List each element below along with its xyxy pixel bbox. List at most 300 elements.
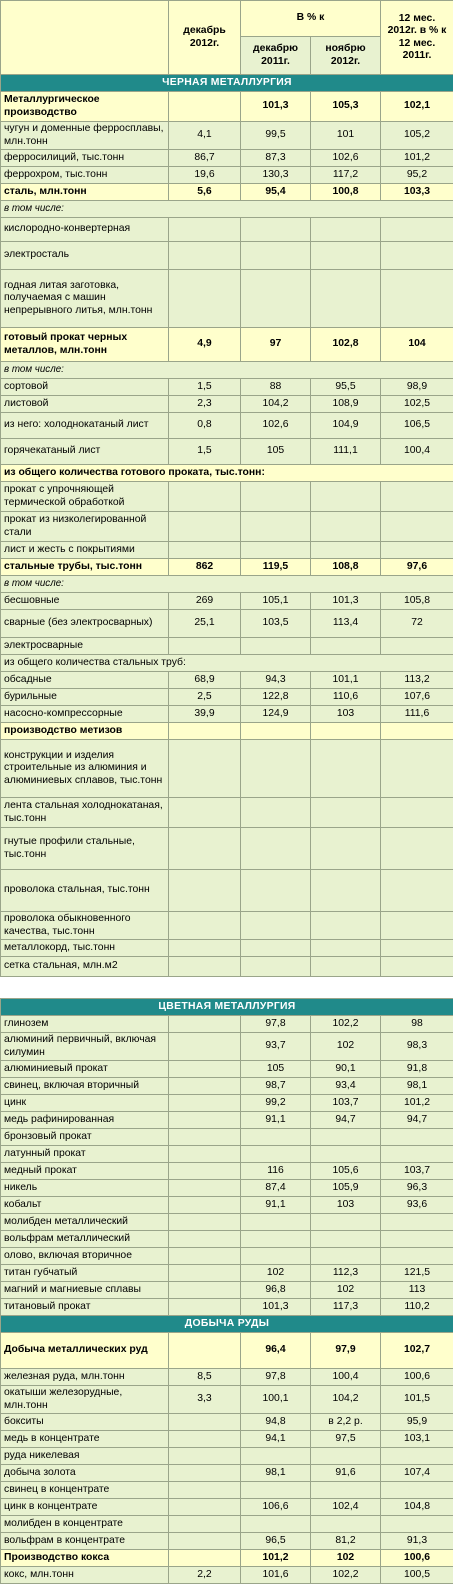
table-row bbox=[1, 1197, 453, 1214]
value-cell bbox=[311, 1516, 381, 1533]
value-cell: 102,1 bbox=[381, 92, 453, 122]
value-cell bbox=[381, 828, 453, 870]
value-cell: 113 bbox=[381, 1282, 453, 1299]
table-row bbox=[1, 1163, 453, 1180]
header-dec2012: декабрь 2012г. bbox=[169, 1, 241, 75]
value-cell: 106,6 bbox=[241, 1499, 311, 1516]
value-cell: 130,3 bbox=[241, 167, 311, 184]
value-cell: 110,2 bbox=[381, 1299, 453, 1316]
value-cell: 111,1 bbox=[311, 439, 381, 465]
row-label: сварные (без электросварных) bbox=[1, 610, 169, 638]
value-cell: 103 bbox=[311, 706, 381, 723]
value-cell bbox=[241, 270, 311, 328]
row-label: медный прокат bbox=[1, 1163, 169, 1180]
table-row bbox=[1, 1061, 453, 1078]
table-row bbox=[1, 1033, 453, 1061]
value-cell: 101,2 bbox=[381, 1095, 453, 1112]
table-row bbox=[1, 1129, 453, 1146]
value-cell bbox=[311, 798, 381, 828]
value-cell bbox=[169, 1248, 241, 1265]
value-cell bbox=[311, 242, 381, 270]
row-label: из общего количества готового проката, тыс.тонн: bbox=[1, 465, 453, 482]
value-cell: 19,6 bbox=[169, 167, 241, 184]
value-cell: 81,2 bbox=[311, 1533, 381, 1550]
value-cell bbox=[241, 638, 311, 655]
value-cell bbox=[241, 723, 311, 740]
value-cell bbox=[311, 542, 381, 559]
value-cell: 104,8 bbox=[381, 1499, 453, 1516]
value-cell bbox=[169, 740, 241, 798]
table-row bbox=[1, 396, 453, 413]
value-cell bbox=[169, 1129, 241, 1146]
table-row bbox=[1, 689, 453, 706]
value-cell: 97,5 bbox=[311, 1431, 381, 1448]
value-cell: 101,5 bbox=[381, 1386, 453, 1414]
value-cell bbox=[169, 218, 241, 242]
table-row bbox=[1, 798, 453, 828]
table-row bbox=[1, 1248, 453, 1265]
row-label: медь рафинированная bbox=[1, 1112, 169, 1129]
row-label: сетка стальная, млн.м2 bbox=[1, 957, 169, 977]
row-label: добыча золота bbox=[1, 1465, 169, 1482]
row-label: в том числе: bbox=[1, 201, 453, 218]
table-row bbox=[1, 542, 453, 559]
value-cell: 91,6 bbox=[311, 1465, 381, 1482]
value-cell bbox=[311, 270, 381, 328]
value-cell: 93,6 bbox=[381, 1197, 453, 1214]
value-cell bbox=[169, 1533, 241, 1550]
table-row bbox=[1, 201, 453, 218]
table-row bbox=[1, 270, 453, 328]
value-cell bbox=[169, 1299, 241, 1316]
row-label: Добыча металлических руд bbox=[1, 1333, 169, 1369]
header-blank bbox=[1, 1, 169, 75]
value-cell bbox=[169, 1078, 241, 1095]
value-cell: 110,6 bbox=[311, 689, 381, 706]
value-cell bbox=[311, 218, 381, 242]
value-cell bbox=[311, 482, 381, 512]
value-cell bbox=[381, 723, 453, 740]
table-row bbox=[1, 1282, 453, 1299]
row-label: руда никелевая bbox=[1, 1448, 169, 1465]
table-row bbox=[1, 1386, 453, 1414]
value-cell: 103,3 bbox=[381, 184, 453, 201]
table-row bbox=[1, 1533, 453, 1550]
row-label: бронзовый прокат bbox=[1, 1129, 169, 1146]
section-header bbox=[1, 1316, 453, 1333]
value-cell: 103,7 bbox=[381, 1163, 453, 1180]
value-cell bbox=[311, 1214, 381, 1231]
value-cell: 105,6 bbox=[311, 1163, 381, 1180]
value-cell: 116 bbox=[241, 1163, 311, 1180]
value-cell bbox=[241, 1231, 311, 1248]
value-cell: в 2,2 р. bbox=[311, 1414, 381, 1431]
table-row bbox=[1, 92, 453, 122]
table-row bbox=[1, 610, 453, 638]
row-label: молибден в концентрате bbox=[1, 1516, 169, 1533]
value-cell: 102,2 bbox=[311, 1567, 381, 1584]
value-cell bbox=[169, 1482, 241, 1499]
value-cell: 112,3 bbox=[311, 1265, 381, 1282]
value-cell bbox=[169, 957, 241, 977]
value-cell bbox=[381, 1214, 453, 1231]
value-cell: 2,5 bbox=[169, 689, 241, 706]
value-cell: 101,6 bbox=[241, 1567, 311, 1584]
value-cell: 0,8 bbox=[169, 413, 241, 439]
value-cell: 96,5 bbox=[241, 1533, 311, 1550]
row-label: стальные трубы, тыс.тонн bbox=[1, 559, 169, 576]
value-cell: 101 bbox=[311, 122, 381, 150]
table-row bbox=[1, 1231, 453, 1248]
value-cell bbox=[311, 1448, 381, 1465]
row-label: бурильные bbox=[1, 689, 169, 706]
value-cell: 87,3 bbox=[241, 150, 311, 167]
table-row bbox=[1, 638, 453, 655]
row-label: чугун и доменные ферросплавы, млн.тонн bbox=[1, 122, 169, 150]
value-cell: 95,2 bbox=[381, 167, 453, 184]
row-label: годная литая заготовка, получаемая с машин непрерывного литья, млн.тонн bbox=[1, 270, 169, 328]
row-label: проволока стальная, тыс.тонн bbox=[1, 870, 169, 912]
value-cell bbox=[311, 723, 381, 740]
table-row bbox=[1, 328, 453, 362]
value-cell: 97 bbox=[241, 328, 311, 362]
row-label: медь в концентрате bbox=[1, 1431, 169, 1448]
value-cell bbox=[241, 482, 311, 512]
table-row bbox=[1, 1516, 453, 1533]
row-label: кокс, млн.тонн bbox=[1, 1567, 169, 1584]
value-cell bbox=[241, 242, 311, 270]
value-cell bbox=[381, 1146, 453, 1163]
value-cell: 103,5 bbox=[241, 610, 311, 638]
value-cell: 105,2 bbox=[381, 122, 453, 150]
row-label: вольфрам в концентрате bbox=[1, 1533, 169, 1550]
value-cell bbox=[311, 1129, 381, 1146]
row-label: лист и жесть с покрытиями bbox=[1, 542, 169, 559]
value-cell bbox=[169, 1180, 241, 1197]
value-cell bbox=[241, 940, 311, 957]
value-cell: 102,6 bbox=[311, 150, 381, 167]
value-cell bbox=[169, 1499, 241, 1516]
value-cell: 105 bbox=[241, 439, 311, 465]
value-cell: 113,4 bbox=[311, 610, 381, 638]
value-cell: 122,8 bbox=[241, 689, 311, 706]
table-row bbox=[1, 1299, 453, 1316]
value-cell: 101,2 bbox=[241, 1550, 311, 1567]
value-cell: 97,9 bbox=[311, 1333, 381, 1369]
value-cell: 95,4 bbox=[241, 184, 311, 201]
value-cell: 98,9 bbox=[381, 379, 453, 396]
value-cell bbox=[169, 242, 241, 270]
table-row bbox=[1, 242, 453, 270]
value-cell: 96,4 bbox=[241, 1333, 311, 1369]
table-row bbox=[1, 439, 453, 465]
value-cell: 98,1 bbox=[381, 1078, 453, 1095]
value-cell: 103,1 bbox=[381, 1431, 453, 1448]
value-cell bbox=[311, 870, 381, 912]
value-cell: 102 bbox=[241, 1265, 311, 1282]
value-cell bbox=[241, 1214, 311, 1231]
value-cell bbox=[241, 740, 311, 798]
value-cell bbox=[169, 1333, 241, 1369]
row-label: прокат из низколегированной стали bbox=[1, 512, 169, 542]
value-cell: 1,5 bbox=[169, 379, 241, 396]
row-label: в том числе: bbox=[1, 576, 453, 593]
value-cell: 94,3 bbox=[241, 672, 311, 689]
value-cell bbox=[381, 912, 453, 940]
value-cell: 105,1 bbox=[241, 593, 311, 610]
value-cell bbox=[169, 638, 241, 655]
row-label: металлокорд, тыс.тонн bbox=[1, 940, 169, 957]
value-cell: 94,8 bbox=[241, 1414, 311, 1431]
value-cell: 93,4 bbox=[311, 1078, 381, 1095]
row-label: сталь, млн.тонн bbox=[1, 184, 169, 201]
section-title: ЧЕРНАЯ МЕТАЛЛУРГИЯ bbox=[1, 75, 453, 92]
value-cell: 99,2 bbox=[241, 1095, 311, 1112]
row-label: цинк в концентрате bbox=[1, 1499, 169, 1516]
table-row bbox=[1, 672, 453, 689]
value-cell: 91,1 bbox=[241, 1197, 311, 1214]
row-label: готовый прокат черных металлов, млн.тонн bbox=[1, 328, 169, 362]
table-row bbox=[1, 957, 453, 977]
table-row bbox=[1, 1448, 453, 1465]
row-label: железная руда, млн.тонн bbox=[1, 1369, 169, 1386]
value-cell: 97,8 bbox=[241, 1016, 311, 1033]
value-cell: 25,1 bbox=[169, 610, 241, 638]
spacer-cell bbox=[1, 977, 453, 999]
row-label: бокситы bbox=[1, 1414, 169, 1431]
value-cell: 104,2 bbox=[311, 1386, 381, 1414]
value-cell: 104,9 bbox=[311, 413, 381, 439]
value-cell: 99,5 bbox=[241, 122, 311, 150]
value-cell: 4,1 bbox=[169, 122, 241, 150]
table-row bbox=[1, 1016, 453, 1033]
table-row bbox=[1, 706, 453, 723]
value-cell bbox=[169, 1282, 241, 1299]
value-cell bbox=[241, 1448, 311, 1465]
value-cell: 106,5 bbox=[381, 413, 453, 439]
value-cell bbox=[381, 1231, 453, 1248]
table-row bbox=[1, 1078, 453, 1095]
value-cell: 121,5 bbox=[381, 1265, 453, 1282]
row-label: обсадные bbox=[1, 672, 169, 689]
row-label: латунный прокат bbox=[1, 1146, 169, 1163]
row-label: кобальт bbox=[1, 1197, 169, 1214]
value-cell bbox=[169, 1431, 241, 1448]
table-row bbox=[1, 1333, 453, 1369]
table-row bbox=[1, 1482, 453, 1499]
value-cell bbox=[311, 957, 381, 977]
value-cell: 100,5 bbox=[381, 1567, 453, 1584]
row-label: Производство кокса bbox=[1, 1550, 169, 1567]
value-cell: 103 bbox=[311, 1197, 381, 1214]
table-row bbox=[1, 1214, 453, 1231]
value-cell bbox=[311, 740, 381, 798]
value-cell bbox=[241, 870, 311, 912]
value-cell bbox=[169, 1516, 241, 1533]
value-cell: 97,8 bbox=[241, 1369, 311, 1386]
value-cell bbox=[381, 870, 453, 912]
row-label: титановый прокат bbox=[1, 1299, 169, 1316]
value-cell: 124,9 bbox=[241, 706, 311, 723]
value-cell: 39,9 bbox=[169, 706, 241, 723]
row-label: феррохром, тыс.тонн bbox=[1, 167, 169, 184]
table-row bbox=[1, 559, 453, 576]
value-cell bbox=[311, 1146, 381, 1163]
value-cell: 103,7 bbox=[311, 1095, 381, 1112]
row-label: свинец, включая вторичный bbox=[1, 1078, 169, 1095]
value-cell bbox=[169, 1265, 241, 1282]
row-label: окатыши железорудные, млн.тонн bbox=[1, 1386, 169, 1414]
value-cell: 105,8 bbox=[381, 593, 453, 610]
value-cell bbox=[169, 1214, 241, 1231]
value-cell bbox=[169, 1146, 241, 1163]
value-cell bbox=[169, 723, 241, 740]
value-cell bbox=[381, 1129, 453, 1146]
row-label: бесшовные bbox=[1, 593, 169, 610]
table-row bbox=[1, 828, 453, 870]
row-label: лента стальная холоднокатаная, тыс.тонн bbox=[1, 798, 169, 828]
table-row bbox=[1, 740, 453, 798]
value-cell bbox=[169, 1197, 241, 1214]
value-cell bbox=[169, 940, 241, 957]
value-cell: 91,1 bbox=[241, 1112, 311, 1129]
row-label: насосно-компрессорные bbox=[1, 706, 169, 723]
value-cell: 111,6 bbox=[381, 706, 453, 723]
table-row bbox=[1, 122, 453, 150]
header-ytd: 12 мес. 2012г. в % к 12 мес. 2011г. bbox=[381, 1, 453, 75]
row-label: конструкции и изделия строительные из алюминия и алюминиевых сплавов, тыс.тонн bbox=[1, 740, 169, 798]
value-cell bbox=[241, 1129, 311, 1146]
value-cell: 101,3 bbox=[311, 593, 381, 610]
value-cell bbox=[381, 270, 453, 328]
value-cell bbox=[241, 1248, 311, 1265]
table-header bbox=[1, 1, 453, 75]
value-cell bbox=[381, 1248, 453, 1265]
value-cell bbox=[169, 92, 241, 122]
table-row bbox=[1, 184, 453, 201]
table-body bbox=[1, 75, 453, 1584]
value-cell bbox=[241, 828, 311, 870]
value-cell: 102 bbox=[311, 1282, 381, 1299]
row-label: проволока обыкновенного качества, тыс.тонн bbox=[1, 912, 169, 940]
value-cell: 95,9 bbox=[381, 1414, 453, 1431]
value-cell bbox=[241, 1516, 311, 1533]
table-row bbox=[1, 1180, 453, 1197]
value-cell bbox=[241, 542, 311, 559]
row-label: электросварные bbox=[1, 638, 169, 655]
value-cell: 105,3 bbox=[311, 92, 381, 122]
table-row bbox=[1, 1112, 453, 1129]
row-label: электросталь bbox=[1, 242, 169, 270]
section-header bbox=[1, 75, 453, 92]
value-cell: 5,6 bbox=[169, 184, 241, 201]
table-row bbox=[1, 977, 453, 999]
row-label: свинец в концентрате bbox=[1, 1482, 169, 1499]
value-cell: 102,6 bbox=[241, 413, 311, 439]
value-cell: 98 bbox=[381, 1016, 453, 1033]
value-cell bbox=[241, 1482, 311, 1499]
table-row bbox=[1, 912, 453, 940]
table-row bbox=[1, 655, 453, 672]
value-cell: 104 bbox=[381, 328, 453, 362]
value-cell bbox=[169, 1465, 241, 1482]
value-cell bbox=[381, 218, 453, 242]
value-cell: 113,2 bbox=[381, 672, 453, 689]
table-row bbox=[1, 1465, 453, 1482]
table-row bbox=[1, 1369, 453, 1386]
value-cell bbox=[381, 740, 453, 798]
value-cell bbox=[169, 798, 241, 828]
value-cell: 98,3 bbox=[381, 1033, 453, 1061]
table-row bbox=[1, 1265, 453, 1282]
value-cell: 105,9 bbox=[311, 1180, 381, 1197]
value-cell: 8,5 bbox=[169, 1369, 241, 1386]
table-row bbox=[1, 1146, 453, 1163]
value-cell: 97,6 bbox=[381, 559, 453, 576]
row-label: горячекатаный лист bbox=[1, 439, 169, 465]
value-cell bbox=[381, 940, 453, 957]
value-cell: 107,4 bbox=[381, 1465, 453, 1482]
row-label: глинозем bbox=[1, 1016, 169, 1033]
value-cell bbox=[169, 1112, 241, 1129]
value-cell bbox=[241, 798, 311, 828]
value-cell bbox=[381, 798, 453, 828]
row-label: из общего количества стальных труб: bbox=[1, 655, 453, 672]
row-label: гнутые профили стальные, тыс.тонн bbox=[1, 828, 169, 870]
value-cell: 100,4 bbox=[381, 439, 453, 465]
section-header bbox=[1, 999, 453, 1016]
value-cell bbox=[381, 542, 453, 559]
value-cell: 91,3 bbox=[381, 1533, 453, 1550]
value-cell: 100,4 bbox=[311, 1369, 381, 1386]
table-row bbox=[1, 167, 453, 184]
value-cell: 87,4 bbox=[241, 1180, 311, 1197]
table-row bbox=[1, 362, 453, 379]
value-cell: 102,4 bbox=[311, 1499, 381, 1516]
value-cell bbox=[169, 542, 241, 559]
row-label: магний и магниевые сплавы bbox=[1, 1282, 169, 1299]
value-cell: 100,6 bbox=[381, 1550, 453, 1567]
value-cell bbox=[311, 828, 381, 870]
row-label: прокат с упрочняющей термической обработкой bbox=[1, 482, 169, 512]
value-cell bbox=[381, 1516, 453, 1533]
value-cell: 98,1 bbox=[241, 1465, 311, 1482]
value-cell bbox=[311, 1231, 381, 1248]
row-label: титан губчатый bbox=[1, 1265, 169, 1282]
row-label: олово, включая вторичное bbox=[1, 1248, 169, 1265]
table-row bbox=[1, 465, 453, 482]
value-cell bbox=[311, 1482, 381, 1499]
value-cell bbox=[381, 1448, 453, 1465]
section-title: ДОБЫЧА РУДЫ bbox=[1, 1316, 453, 1333]
row-label: кислородно-конвертерная bbox=[1, 218, 169, 242]
value-cell bbox=[169, 270, 241, 328]
row-label: ферросилиций, тыс.тонн bbox=[1, 150, 169, 167]
value-cell: 86,7 bbox=[169, 150, 241, 167]
header-to-nov2012: ноябрю 2012г. bbox=[311, 37, 381, 75]
value-cell bbox=[381, 482, 453, 512]
table-row bbox=[1, 413, 453, 439]
value-cell: 91,8 bbox=[381, 1061, 453, 1078]
value-cell bbox=[241, 957, 311, 977]
header-to-dec2011: декабрю 2011г. bbox=[241, 37, 311, 75]
value-cell: 101,1 bbox=[311, 672, 381, 689]
value-cell: 96,8 bbox=[241, 1282, 311, 1299]
value-cell: 96,3 bbox=[381, 1180, 453, 1197]
row-label: производство метизов bbox=[1, 723, 169, 740]
table-row bbox=[1, 1499, 453, 1516]
table-row bbox=[1, 1567, 453, 1584]
